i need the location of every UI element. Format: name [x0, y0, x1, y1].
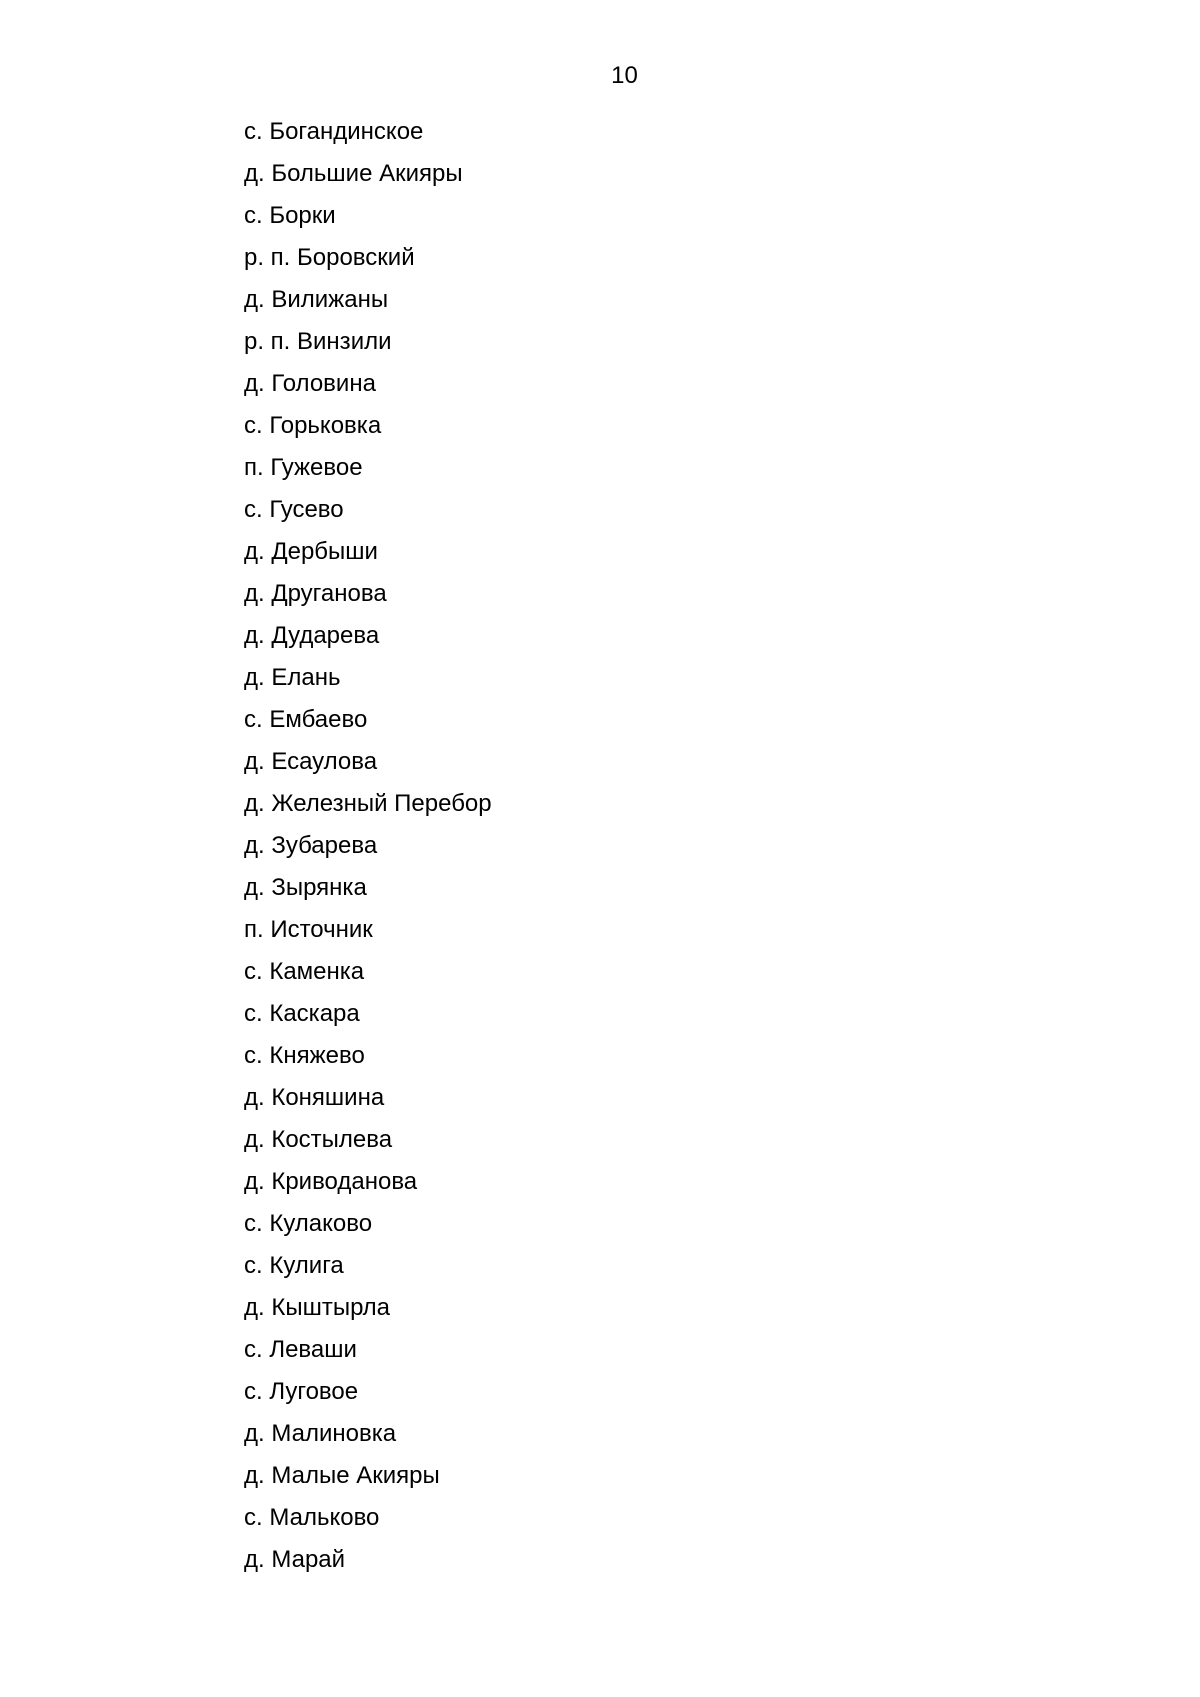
settlement-entry: с. Луговое: [244, 1378, 359, 1405]
page-number: 10: [611, 62, 638, 89]
settlement-entry: с. Борки: [244, 202, 336, 229]
settlement-entry: д. Вилижаны: [244, 286, 389, 313]
settlement-entry: с. Каскара: [244, 1000, 360, 1027]
settlement-entry: д. Зырянка: [244, 874, 367, 901]
settlement-entry: д. Большие Акияры: [244, 160, 463, 187]
settlement-entry: с. Гусево: [244, 496, 344, 523]
settlement-entry: д. Малиновка: [244, 1420, 397, 1447]
settlement-entry: с. Ембаево: [244, 706, 368, 733]
settlement-entry: д. Есаулова: [244, 748, 378, 775]
settlement-entry: д. Зубарева: [244, 832, 378, 859]
settlement-entry: с. Леваши: [244, 1336, 357, 1363]
settlement-entry: с. Кулига: [244, 1252, 344, 1279]
settlement-entry: с. Горьковка: [244, 412, 382, 439]
settlement-entry: д. Елань: [244, 664, 341, 691]
settlement-entry: д. Друганова: [244, 580, 387, 607]
settlement-entry: с. Каменка: [244, 958, 365, 985]
settlement-entry: с. Богандинское: [244, 118, 424, 145]
settlement-entry: с. Мальково: [244, 1504, 380, 1531]
settlement-entry: д. Костылева: [244, 1126, 393, 1153]
settlement-entry: с. Княжево: [244, 1042, 365, 1069]
settlement-entry: д. Железный Перебор: [244, 790, 492, 817]
settlement-entry: д. Марай: [244, 1546, 346, 1573]
settlement-list: [244, 118, 492, 1588]
settlement-entry: д. Дербыши: [244, 538, 378, 565]
settlement-entry: р. п. Боровский: [244, 244, 415, 271]
settlement-entry: с. Кулаково: [244, 1210, 373, 1237]
settlement-entry: п. Гужевое: [244, 454, 363, 481]
settlement-entry: д. Криводанова: [244, 1168, 418, 1195]
settlement-entry: д. Коняшина: [244, 1084, 385, 1111]
settlement-entry: д. Малые Акияры: [244, 1462, 440, 1489]
settlement-entry: д. Дударева: [244, 622, 380, 649]
settlement-entry: р. п. Винзили: [244, 328, 392, 355]
settlement-entry: д. Головина: [244, 370, 376, 397]
settlement-entry: д. Кыштырла: [244, 1294, 390, 1321]
settlement-entry: п. Источник: [244, 916, 373, 943]
